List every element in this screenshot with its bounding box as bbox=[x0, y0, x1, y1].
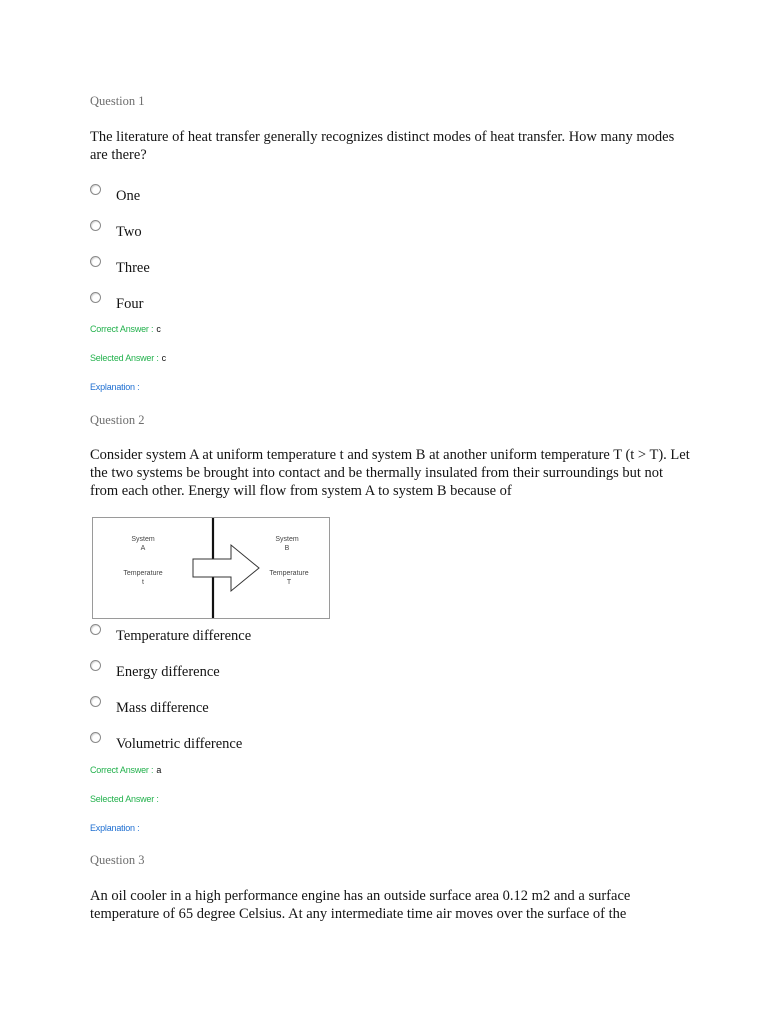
question-2-option-2[interactable] bbox=[90, 660, 590, 684]
selected-answer-value: c bbox=[161, 353, 166, 363]
question-1-option-2[interactable] bbox=[90, 220, 590, 244]
system-a-temperature-symbol: t bbox=[142, 579, 144, 586]
question-2-label: Question 2 bbox=[90, 413, 145, 427]
question-2-text: Consider system A at uniform temperature t and system B at another uniform temperature T (t > T). Let the two systems be brought into contact and be thermally insulated from their surroundings but not from each other. Energy will flow from system A to system B because of bbox=[90, 447, 690, 499]
question-1-label: Question 1 bbox=[90, 94, 145, 108]
heat-flow-diagram-svg bbox=[93, 518, 329, 618]
selected-answer-label: Selected Answer : bbox=[90, 353, 159, 363]
radio-button[interactable] bbox=[90, 696, 101, 707]
radio-button[interactable] bbox=[90, 732, 101, 743]
flow-arrow bbox=[193, 545, 259, 591]
question-3-text: An oil cooler in a high performance engine has an outside surface area 0.12 m2 and a surface temperature of 65 degree Celsius. At any intermediate time air moves over the surface of the bbox=[90, 888, 631, 922]
question-2-option-1[interactable] bbox=[90, 624, 590, 648]
correct-answer-value: c bbox=[156, 324, 161, 334]
option-label: Three bbox=[116, 260, 150, 276]
question-1-explanation bbox=[90, 382, 139, 392]
correct-answer-label: Correct Answer : bbox=[90, 324, 154, 334]
question-1-correct-answer bbox=[90, 324, 161, 334]
question-1-text: The literature of heat transfer generally recognizes distinct modes of heat transfer. How many modes are there? bbox=[90, 129, 675, 163]
option-label: Volumetric difference bbox=[116, 736, 243, 752]
radio-button[interactable] bbox=[90, 660, 101, 671]
option-label: Mass difference bbox=[116, 700, 209, 716]
question-2-explanation bbox=[90, 823, 139, 833]
question-2-option-3[interactable] bbox=[90, 696, 590, 720]
option-label: One bbox=[116, 188, 141, 204]
system-a-temperature-label: Temperature bbox=[123, 570, 163, 577]
option-label: Two bbox=[116, 224, 142, 240]
correct-answer-label: Correct Answer : bbox=[90, 765, 154, 775]
question-3-label: Question 3 bbox=[90, 853, 145, 867]
question-1-option-3[interactable] bbox=[90, 256, 590, 280]
option-label: Temperature difference bbox=[116, 628, 252, 644]
radio-button[interactable] bbox=[90, 624, 101, 635]
correct-answer-value: a bbox=[156, 765, 162, 775]
radio-button[interactable] bbox=[90, 184, 101, 195]
radio-button[interactable] bbox=[90, 256, 101, 267]
system-a-letter: A bbox=[140, 545, 146, 552]
heat-flow-diagram bbox=[92, 517, 330, 619]
system-b-title: System bbox=[275, 536, 299, 543]
explanation-label: Explanation : bbox=[90, 382, 140, 392]
question-1-option-4[interactable] bbox=[90, 292, 590, 316]
explanation-label: Explanation : bbox=[90, 823, 140, 833]
radio-button[interactable] bbox=[90, 220, 101, 231]
question-2-selected-answer bbox=[90, 794, 162, 804]
question-1-selected-answer bbox=[90, 353, 166, 363]
radio-button[interactable] bbox=[90, 292, 101, 303]
system-b-temperature-symbol: T bbox=[286, 579, 292, 586]
option-label: Four bbox=[116, 296, 144, 312]
question-2-correct-answer bbox=[90, 765, 161, 775]
question-1-option-1[interactable] bbox=[90, 184, 590, 208]
option-label: Energy difference bbox=[116, 664, 220, 680]
selected-answer-label: Selected Answer : bbox=[90, 794, 159, 804]
system-a-title: System bbox=[131, 536, 155, 543]
question-2-option-4[interactable] bbox=[90, 732, 590, 756]
system-b-temperature-label: Temperature bbox=[269, 570, 309, 577]
system-b-letter: B bbox=[284, 545, 290, 552]
